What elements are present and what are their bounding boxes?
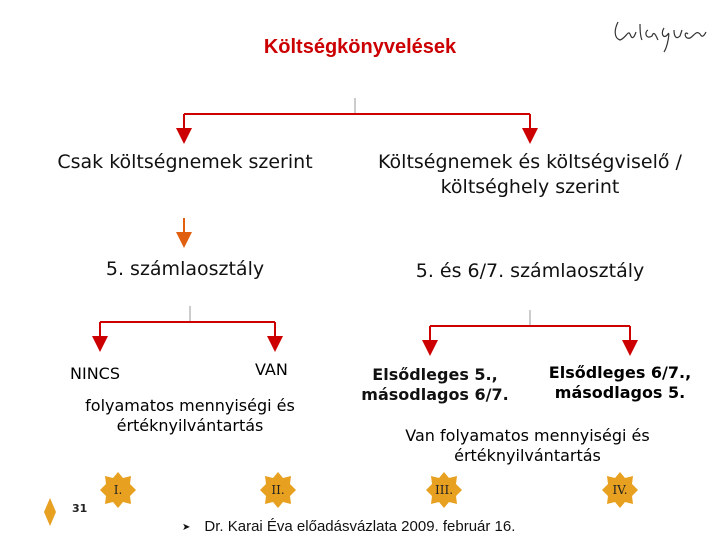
right-continuous-records: Van folyamatos mennyiségi és értéknyilvántartás xyxy=(405,426,650,465)
left-continuous-records: folyamatos mennyiségi és értéknyilvántartás xyxy=(85,396,295,435)
page-number: 31 xyxy=(72,502,88,515)
none-label: NINCS xyxy=(70,364,120,383)
svg-text:III.: III. xyxy=(434,483,454,497)
svg-text:II.: II. xyxy=(271,483,285,497)
left-heading: Csak költségnemek szerint xyxy=(57,151,313,173)
footer-text: Dr. Karai Éva előadásvázlata 2009. február 16. xyxy=(204,518,516,535)
badge-iv xyxy=(602,472,638,508)
badge-i xyxy=(100,472,136,508)
right-heading: Költségnemek és költségviselő / költséghely szerint xyxy=(378,151,682,198)
page-number-marker xyxy=(44,498,56,526)
right-accounts: 5. és 6/7. számlaosztály xyxy=(415,260,645,282)
footer xyxy=(182,518,515,535)
left-accounts: 5. számlaosztály xyxy=(105,258,265,280)
svg-text:IV.: IV. xyxy=(612,483,628,497)
primary-5-secondary-67: Elsődleges 5., másodlagos 6/7. xyxy=(361,365,509,404)
diagram-title: Költségkönyvelések xyxy=(263,36,457,58)
badge-ii xyxy=(260,472,296,508)
badge-iii xyxy=(426,472,462,508)
arrowhead-bullet-icon: ➤ xyxy=(182,522,191,533)
yes-label: VAN xyxy=(255,360,288,379)
primary-67-secondary-5: Elsődleges 6/7., másodlagos 5. xyxy=(548,363,692,402)
svg-text:I.: I. xyxy=(113,483,123,497)
signature-icon xyxy=(615,22,706,52)
